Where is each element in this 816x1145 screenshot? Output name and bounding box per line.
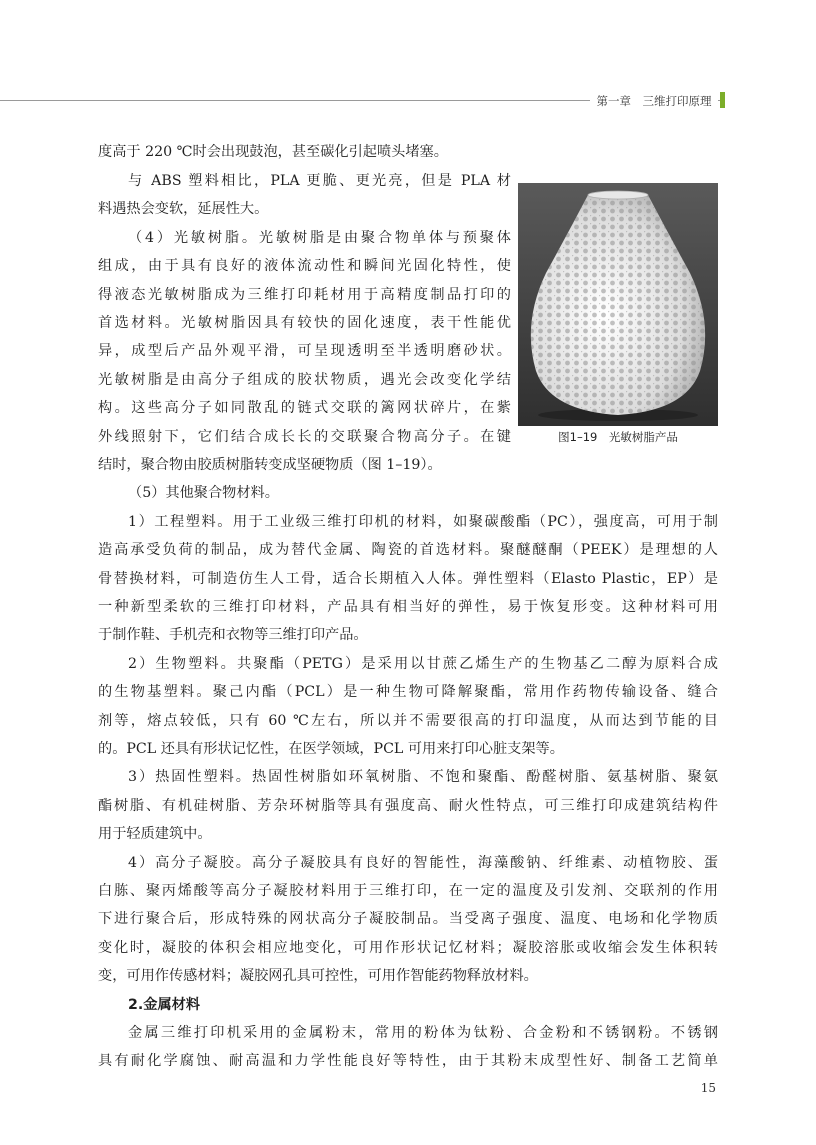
text-line: 2）生物塑料。共聚酯（PETG）是采用以甘蔗乙烯生产的生物基乙二醇为原料合成 xyxy=(128,656,718,672)
text-line: 组成，由于具有良好的液体流动性和瞬间光固化特性，使 xyxy=(98,258,511,274)
page-number: 15 xyxy=(700,1081,716,1095)
text-line: 用于轻质建筑中。 xyxy=(98,826,212,842)
text-line: （5）其他聚合物材料。 xyxy=(128,485,279,501)
running-header: 第一章 三维打印原理 xyxy=(590,92,718,110)
text-line: 首选材料。光敏树脂因具有较快的固化速度，表干性能优 xyxy=(98,315,511,331)
text-line: 度高于 220 ℃时会出现鼓泡，甚至碳化引起喷头堵塞。 xyxy=(98,144,448,160)
text-line: 的。PCL 还具有形状记忆性，在医学领域，PCL 可用来打印心脏支架等。 xyxy=(98,741,564,757)
text-line: 金属三维打印机采用的金属粉末，常用的粉体为钛粉、合金粉和不锈钢粉。不锈钢 xyxy=(128,1025,718,1041)
text-line: 酯树脂、有机硅树脂、芳杂环树脂等具有强度高、耐火性特点，可三维打印成建筑结构件 xyxy=(98,798,718,814)
text-line: 外线照射下，它们结合成长长的交联聚合物高分子。在键 xyxy=(98,429,511,445)
text-line: 1）工程塑料。用于工业级三维打印机的材料，如聚碳酸酯（PC），强度高，可用于制 xyxy=(128,514,718,530)
text-line: 变化时，凝胶的体积会相应地变化，可用作形状记忆材料；凝胶溶胀或收缩会发生体积转 xyxy=(98,940,718,956)
text-line: 与 ABS 塑料相比，PLA 更脆、更光亮，但是 PLA 材 xyxy=(128,173,511,189)
text-line: 结时，聚合物由胶质树脂转变成坚硬物质（图 1–19）。 xyxy=(98,457,442,473)
text-line: 异，成型后产品外观平滑，可呈现透明至半透明磨砂状。 xyxy=(98,343,511,359)
text-line: 一种新型柔软的三维打印材料，产品具有相当好的弹性，易于恢复形变。这种材料可用 xyxy=(98,599,718,615)
header-accent-bar xyxy=(720,92,725,108)
text-line: 变，可用作传感材料；凝胶网孔具可控性，可用作智能药物释放材料。 xyxy=(98,968,538,984)
text-line: 3）热固性塑料。热固性树脂如环氧树脂、不饱和聚酯、酚醛树脂、氨基树脂、聚氨 xyxy=(128,769,718,785)
text-line: （4）光敏树脂。光敏树脂是由聚合物单体与预聚体 xyxy=(128,230,511,246)
text-line: 下进行聚合后，形成特殊的网状高分子凝胶制品。当受离子强度、温度、电场和化学物质 xyxy=(98,911,718,927)
text-line: 白胨、聚丙烯酸等高分子凝胶材料用于三维打印，在一定的温度及引发剂、交联剂的作用 xyxy=(98,883,718,899)
text-line: 光敏树脂是由高分子组成的胶状物质，遇光会改变化学结 xyxy=(98,372,511,388)
text-line: 的生物基塑料。聚己内酯（PCL）是一种生物可降解聚酯，常用作药物传输设备、缝合 xyxy=(98,684,718,700)
figure-caption: 图1–19 光敏树脂产品 xyxy=(558,430,678,444)
text-line: 剂等，熔点较低，只有 60 ℃左右，所以并不需要很高的打印温度，从而达到节能的目 xyxy=(98,713,718,729)
text-line: 骨替换材料，可制造仿生人工骨，适合长期植入人体。弹性塑料（Elasto Plastic，EP）是 xyxy=(98,571,718,587)
section-heading: 2.金属材料 xyxy=(128,997,201,1013)
text-line: 造高承受负荷的制品，成为替代金属、陶瓷的首选材料。聚醚醚酮（PEEK）是理想的人 xyxy=(98,542,718,558)
text-line: 具有耐化学腐蚀、耐高温和力学性能良好等特性，由于其粉末成型性好、制备工艺简单 xyxy=(98,1053,718,1069)
text-line: 于制作鞋、手机壳和衣物等三维打印产品。 xyxy=(98,627,368,643)
text-line: 得液态光敏树脂成为三维打印耗材用于高精度制品打印的 xyxy=(98,287,511,303)
photosensitive-resin-vase-image xyxy=(518,183,718,426)
text-line: 构。这些高分子如同散乱的链式交联的篱网状碎片，在紫 xyxy=(98,400,511,416)
text-line: 料遇热会变软，延展性大。 xyxy=(98,201,269,217)
text-line: 4）高分子凝胶。高分子凝胶具有良好的智能性，海藻酸钠、纤维素、动植物胶、蛋 xyxy=(128,855,718,871)
